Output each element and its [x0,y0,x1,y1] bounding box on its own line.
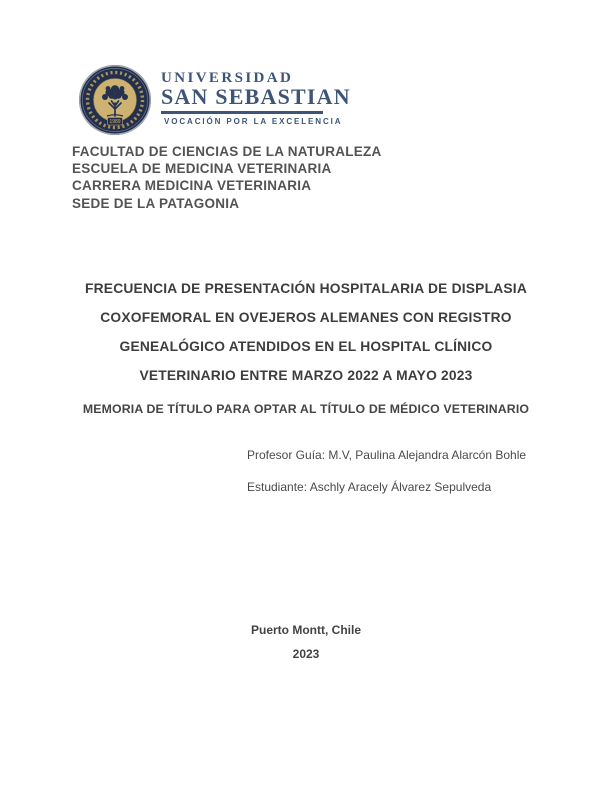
footer-location: Puerto Montt, Chile [251,623,361,637]
institution-line-faculty: FACULTAD DE CIENCIAS DE LA NATURALEZA [72,144,382,159]
uss-seal-icon [78,64,152,136]
logo-wordmark [161,64,351,126]
footer-year: 2023 [292,647,320,661]
thesis-subtitle: MEMORIA DE TÍTULO PARA OPTAR AL TÍTULO DE MÉDICO VETERINARIO [82,402,530,416]
title-line: VETERINARIO ENTRE MARZO 2022 A MAYO 2023 [139,368,473,383]
title-line: COXOFEMORAL EN OVEJEROS ALEMANES CON REGISTRO [100,310,512,325]
title-line: FRECUENCIA DE PRESENTACIÓN HOSPITALARIA DE DISPLASIA [85,281,527,296]
institution-line-school: ESCUELA DE MEDICINA VETERINARIA [72,161,332,177]
institution-block [72,143,382,212]
university-name-line2: SAN SEBASTIAN [161,84,351,109]
university-name-line1: UNIVERSIDAD [161,70,294,86]
institution-line-career: CARRERA MEDICINA VETERINARIA [72,178,312,194]
seal-year: 1989 [109,119,121,126]
logo-tagline: VOCACIÓN POR LA EXCELENCIA [164,116,343,126]
thesis-title [46,274,566,390]
advisor-line: Profesor Guía: M.V, Paulina Alejandra Alarcón Bohle [247,448,527,462]
logo-rule-divider [161,111,323,114]
title-line: GENEALÓGICO ATENDIDOS EN EL HOSPITAL CLÍNICO [119,339,493,354]
institution-line-campus: SEDE DE LA PATAGONIA [72,195,240,211]
credits-block [247,449,526,493]
uss-logo [78,64,351,136]
student-line: Estudiante: Aschly Aracely Álvarez Sepulveda [247,480,492,494]
